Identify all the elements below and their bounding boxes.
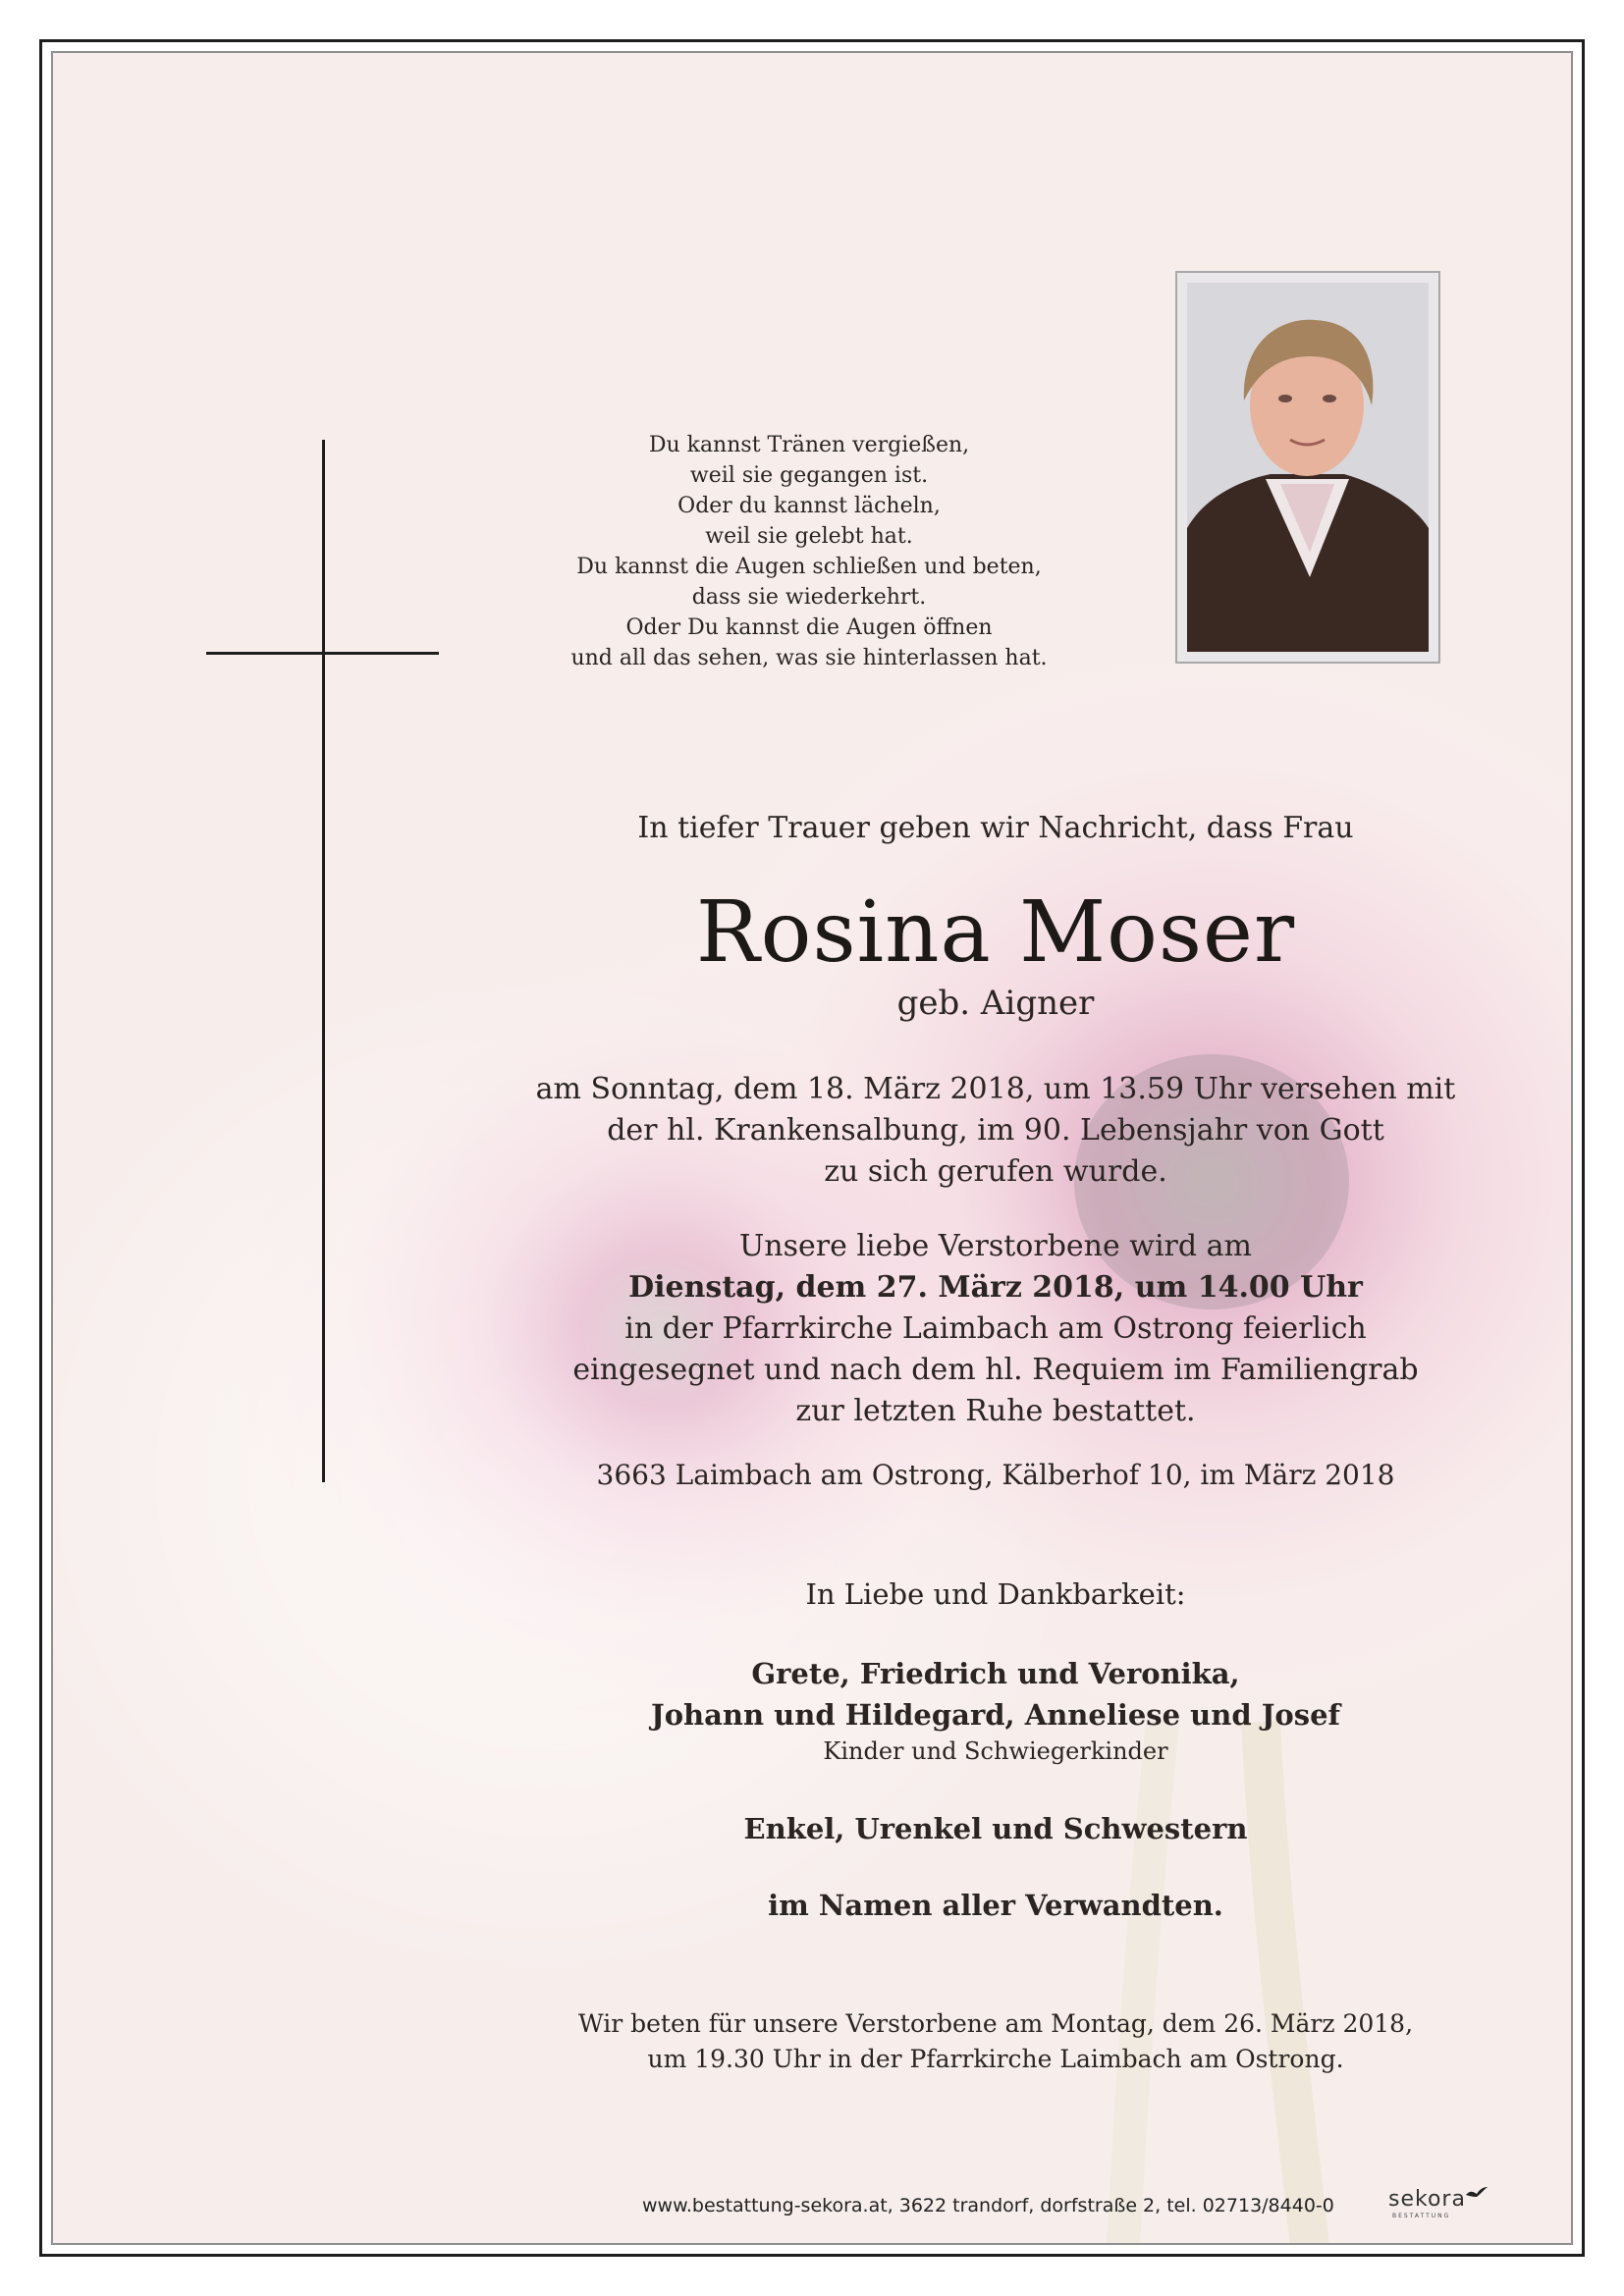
place-and-date: 3663 Laimbach am Ostrong, Kälberhof 10, im März 2018 — [596, 1459, 1395, 1491]
funeral-details — [406, 1226, 1573, 1432]
portrait-photo-frame — [1175, 271, 1440, 664]
children-line: Grete, Friedrich und Veronika, — [751, 1657, 1240, 1690]
sekora-logo — [1388, 2187, 1487, 2226]
funeral-date: Dienstag, dem 27. März 2018, um 14.00 Uhr — [628, 1270, 1363, 1305]
footer-contact: www.bestattung-sekora.at, 3622 trandorf, dorfstraße 2, tel. 02713/8440-0 — [642, 2195, 1334, 2216]
poem-line: Oder du kannst lächeln, — [677, 494, 941, 518]
death-line: der hl. Krankensalbung, im 90. Lebensjahr von Gott — [607, 1113, 1384, 1148]
poem-line: weil sie gegangen ist. — [689, 463, 929, 488]
relatives-line: im Namen aller Verwandten. — [768, 1889, 1223, 1922]
thanks-line: In Liebe und Dankbarkeit: — [805, 1577, 1186, 1611]
announcement-intro: In tiefer Trauer geben wir Nachricht, dass Frau — [637, 811, 1354, 845]
poem-line: dass sie wiederkehrt. — [691, 585, 927, 610]
bird-icon — [1465, 2185, 1489, 2201]
poem-line: und all das sehen, was sie hinterlassen hat. — [570, 646, 1048, 670]
prayer-line: Wir beten für unsere Verstorbene am Montag, dem 26. März 2018, — [577, 2009, 1414, 2038]
prayer-notice — [406, 2006, 1573, 2077]
logo-subtitle: BESTATTUNG — [1392, 2213, 1451, 2219]
children-role: Kinder und Schwiegerkinder — [823, 1737, 1168, 1765]
cross-vertical-bar — [322, 440, 325, 1482]
memorial-poem — [514, 430, 1104, 673]
death-notice — [406, 1069, 1573, 1193]
children-names — [406, 1653, 1573, 1735]
death-line: am Sonntag, dem 18. März 2018, um 13.59 Uhr versehen mit — [535, 1072, 1456, 1106]
funeral-line: Unsere liebe Verstorbene wird am — [739, 1229, 1252, 1263]
maiden-name: geb. Aigner — [896, 984, 1095, 1023]
children-line: Johann und Hildegard, Anneliese und Josef — [650, 1698, 1341, 1732]
funeral-line: in der Pfarrkirche Laimbach am Ostrong feierlich — [624, 1311, 1367, 1346]
death-line: zu sich gerufen wurde. — [824, 1154, 1167, 1189]
poem-line: Oder Du kannst die Augen öffnen — [625, 615, 993, 640]
grandchildren-line: Enkel, Urenkel und Schwestern — [743, 1812, 1248, 1845]
funeral-line: eingesegnet und nach dem hl. Requiem im Familiengrab — [572, 1353, 1419, 1387]
poem-line: Du kannst Tränen vergießen, — [648, 433, 970, 457]
deceased-name: Rosina Moser — [695, 883, 1296, 982]
funeral-line: zur letzten Ruhe bestattet. — [795, 1394, 1196, 1428]
prayer-line: um 19.30 Uhr in der Pfarrkirche Laimbach am Ostrong. — [647, 2045, 1344, 2073]
poem-line: weil sie gelebt hat. — [705, 524, 913, 549]
poem-line: Du kannst die Augen schließen und beten, — [576, 555, 1042, 579]
inner-frame — [51, 51, 1573, 2245]
cross-horizontal-bar — [206, 652, 439, 655]
logo-text: sekora — [1388, 2187, 1466, 2212]
portrait-photo — [1187, 283, 1429, 652]
